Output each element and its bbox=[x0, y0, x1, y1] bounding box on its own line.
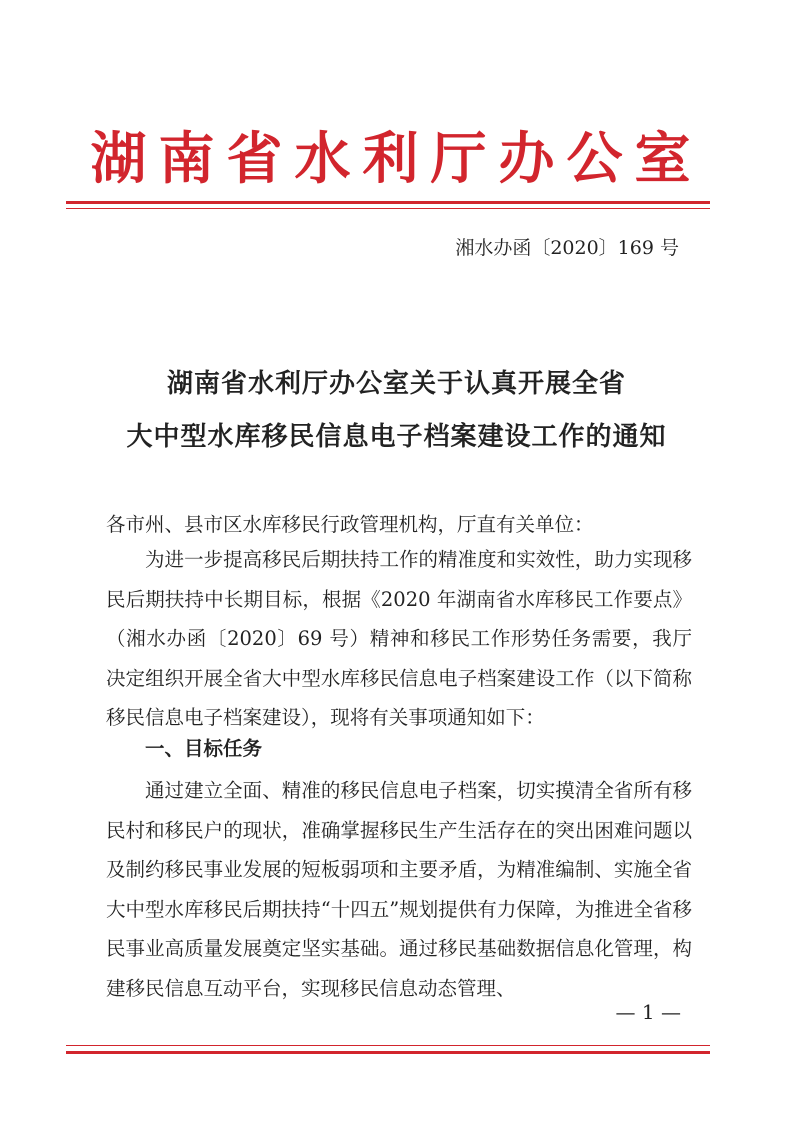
section-goals-paragraph: 通过建立全面、精准的移民信息电子档案，切实摸清全省所有移民村和移民户的现状，准确掌握移民生产生活存在的突出困难问题以及制约移民事业发展的短板弱项和主要矛盾，为精准编制、实施全省大中型水库移民后期扶持“十四五”规划提供有力保障，为推进全省移民事业高质量发展奠定坚实基础。通过移民基础数据信息化管理，构建移民信息互动平台，实现移民信息动态管理、 bbox=[106, 779, 692, 1000]
document-title-line-1: 湖南省水利厅办公室关于认真开展全省 bbox=[166, 369, 626, 399]
salutation: 各市州、县市区水库移民行政管理机构，厅直有关单位： bbox=[106, 513, 594, 536]
page-number: — 1 — bbox=[615, 1000, 681, 1024]
footer-red-rule-thick bbox=[66, 1051, 710, 1054]
document-title-line-2: 大中型水库移民信息电子档案建设工作的通知 bbox=[126, 422, 667, 452]
header-red-rule-thin bbox=[66, 208, 710, 209]
issuing-office-title: 湖南省水利厅办公室 bbox=[90, 127, 703, 192]
footer-red-rule-thin bbox=[66, 1045, 710, 1046]
header-red-rule-thick bbox=[66, 201, 710, 204]
section-heading-goals: 一、目标任务 bbox=[145, 737, 263, 760]
document-number: 湘水办函〔2020〕169 号 bbox=[455, 237, 679, 259]
intro-paragraph: 为进一步提高移民后期扶持工作的精准度和实效性，助力实现移民后期扶持中长期目标，根据《2020 年湖南省水库移民工作要点》（湘水办函〔2020〕69 号）精神和移民工作形势任务需要，我厅决定组织开展全省大中型水库移民信息电子档案建设工作（以下简称移民信息电子档案建设），现将有关事项通知如下： bbox=[106, 548, 692, 729]
